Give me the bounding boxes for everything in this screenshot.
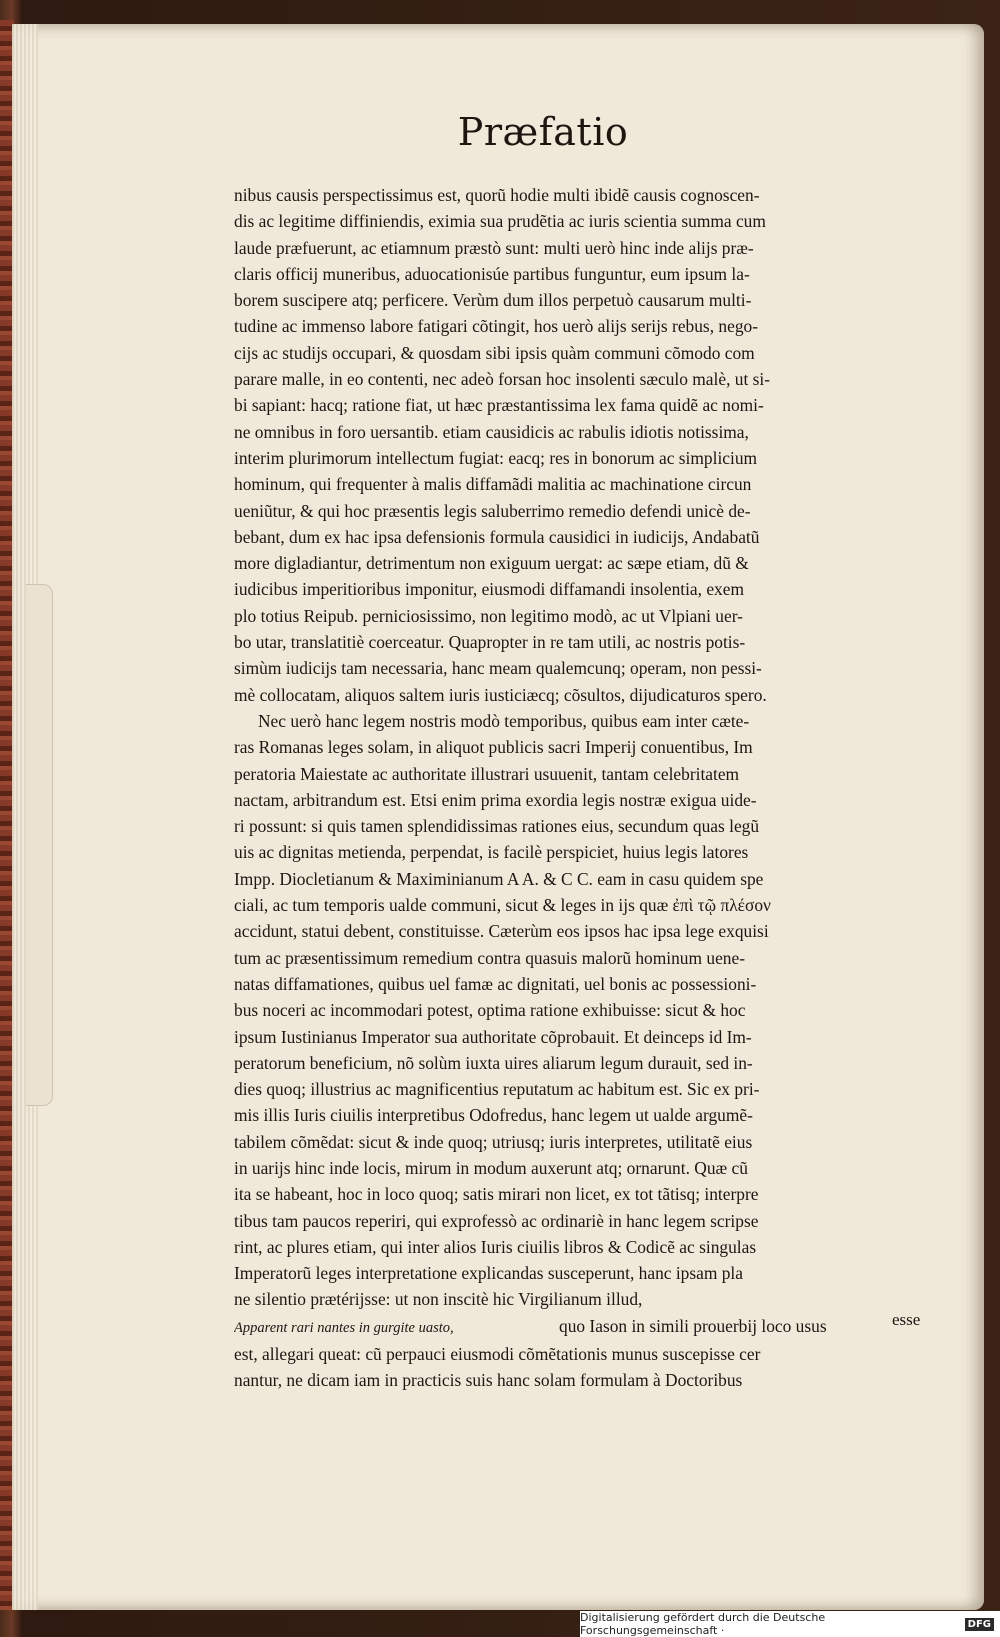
text-line: tabilem cõmẽdat: sicut & inde quoq; utriusq; iuris interpretes, utilitatẽ eius (234, 1131, 753, 1152)
text-line: nactam, arbitrandum est. Etsi enim prima exordia legis nostræ exigua uide- (234, 789, 757, 810)
text-line: dies quoq; illustrius ac magnificentius reputatum ac habitum est. Sic ex pri- (234, 1079, 760, 1100)
text-line: ne omnibus in foro uersantib. etiam causidicis ac rabulis idiotis notissima, (234, 421, 749, 442)
text-line: laude præfuerunt, ac etiamnum præstò sunt: multi uerò hinc inde alijs præ- (234, 237, 754, 258)
text-line: interim plurimorum intellectum fugiat: eacq; res in bonorum ac simplicium (234, 447, 758, 468)
text-line: cijs ac studijs occupari, & quosdam sibi ipsis quàm communi cõmodo com (234, 342, 755, 363)
text-line: peratoria Maiestate ac authoritate illustrari usuuenit, tantam celebritatem (234, 763, 740, 784)
text-line: tum ac præsentissimum remedium contra quasuis malorũ hominum uene- (234, 947, 745, 968)
text-line: parare malle, in eo contenti, nec adeò forsan hoc insolenti sæculo malè, ut si- (234, 369, 771, 390)
text-line: accidunt, statui debent, constituisse. Cæterùm eos ipsos hac ipsa lege exquisi (234, 921, 769, 942)
page-heading: Præfatio (457, 110, 629, 154)
text-line: ciali, ac tum temporis ualde communi, sicut & leges in ijs quæ ἐπὶ τῷ πλέσον (234, 895, 771, 916)
text-line: peratorum beneficium, nõ solùm iuxta uires aliarum legum durauit, sed in- (234, 1052, 753, 1073)
text-line: hominum, qui frequenter à malis diffamãdi malitia ac machinatione circun (234, 474, 752, 495)
text-line: tibus tam paucos reperiri, qui exprofessò ac ordinariè in hanc legem scripse (234, 1210, 759, 1231)
text-line: more digladiantur, detrimentum non exiguum uergat: ac sæpe etiam, dũ & (234, 553, 749, 574)
text-line: natas diffamationes, quibus uel famæ ac dignitati, uel bonis ac possessioni- (234, 973, 757, 994)
text-line: ipsum Iustinianus Imperator sua authoritate cõprobauit. Et deinceps id Im- (234, 1026, 752, 1047)
text-line: simùm iudicijs tam necessaria, hanc meam qualemcunq; operam, non pessi- (234, 658, 762, 679)
verse-quote: Apparent rari nantes in gurgite uasto, (234, 1319, 454, 1336)
text-line: rint, ac plures etiam, qui inter alios Iuris ciuilis libros & Codicẽ ac singulas (234, 1236, 757, 1257)
text-line: Imperatorũ leges interpretatione explicandas susceperunt, hanc ipsam pla (234, 1263, 743, 1284)
text-line: ueniũtur, & qui hoc præsentis legis saluberrimo remedio defendi unicè de- (234, 500, 751, 521)
text-line: ri possunt: si quis tamen splendidissimas rationes eius, secundum quas legũ (234, 816, 760, 837)
text-line: Impp. Diocletianum & Maximinianum A A. & C C. eam in casu quidem spe (234, 868, 764, 889)
text-line: iudicibus imperitioribus imponitur, eiusmodi diffamandi insolentia, exem (234, 579, 745, 600)
text-line: mis illis Iuris ciuilis interpretibus Odofredus, hanc legem ut ualde argumẽ- (234, 1105, 753, 1126)
text-line: ne silentio prætérijsse: ut non inscitè hic Virgilianum illud, (234, 1289, 643, 1310)
text-line: bo utar, translatitiè coerceatur. Quapropter in re tam utili, ac nostris potis- (234, 632, 746, 653)
text-line: tudine ac immenso labore fatigari cõtingit, hos uerò alijs serijs rebus, nego- (234, 316, 758, 337)
text-line: ras Romanas leges solam, in aliquot publicis sacri Imperij conuentibus, Im (234, 737, 753, 758)
text-line: ita se habeant, hoc in loco quoq; satis mirari non licet, ex tot tãtisq; interpre (234, 1184, 759, 1205)
text-line: nantur, ne dicam iam in practicis suis hanc solam formulam à Doctoribus (234, 1370, 743, 1391)
text-line: dis ac legitime diffiniendis, eximia sua prudẽtia ac iuris scientia summa cum (234, 211, 766, 232)
text-line: nibus causis perspectissimus est, quorũ hodie multi ibidẽ causis cognoscen- (234, 185, 760, 205)
text-line: claris officij muneribus, aduocationisúe partibus funguntur, eum ipsum la- (234, 263, 750, 284)
text-line: est, allegari queat: cũ perpauci eiusmodi cõmẽtationis munus suscepisse cer (234, 1344, 761, 1365)
text-line: plo totius Reipub. perniciosissimo, non legitimo modò, ac ut Vlpiani uer- (234, 605, 743, 626)
text-line: bebant, dum ex hac ipsa defensionis formula causidici in iudicijs, Andabatũ (234, 526, 760, 547)
body-text (234, 182, 934, 1394)
text-line: mè collocatam, aliquos saltem iuris iusticiæcq; cõsultos, dijudicaturos spero. (234, 684, 767, 705)
catchword: esse (892, 1310, 921, 1329)
footer-credit: Digitalisierung gefördert durch die Deutsche Forschungsgemeinschaft · (580, 1611, 826, 1637)
verse-continuation: quo Iason in simili prouerbij loco usus (559, 1315, 827, 1336)
text-line: borem suscipere atq; perficere. Verùm dum illos perpetuò causarum multi- (234, 290, 752, 311)
text-line: Nec uerò hanc legem nostris modò temporibus, quibus eam inter cæte- (258, 710, 750, 731)
page-fold (26, 584, 53, 1106)
digitization-footer (580, 1611, 1000, 1637)
text-line: uis ac dignitas metienda, perpendat, is facilè perspiciet, huius legis latores (234, 842, 749, 863)
text-line: bi sapiant: hacq; ratione fiat, ut hæc præstantissima lex fama quidẽ ac nomi- (234, 395, 764, 416)
text-line: bus noceri ac incommodari potest, optima ratione exhibuisse: sicut & hoc (234, 1000, 746, 1021)
text-line: in uarijs hinc inde locis, mirum in modum auxerunt atq; ornarunt. Quæ cũ (234, 1157, 748, 1178)
verse-line (234, 1313, 934, 1341)
book-page (12, 24, 984, 1610)
dfg-logo: DFG (965, 1618, 994, 1631)
